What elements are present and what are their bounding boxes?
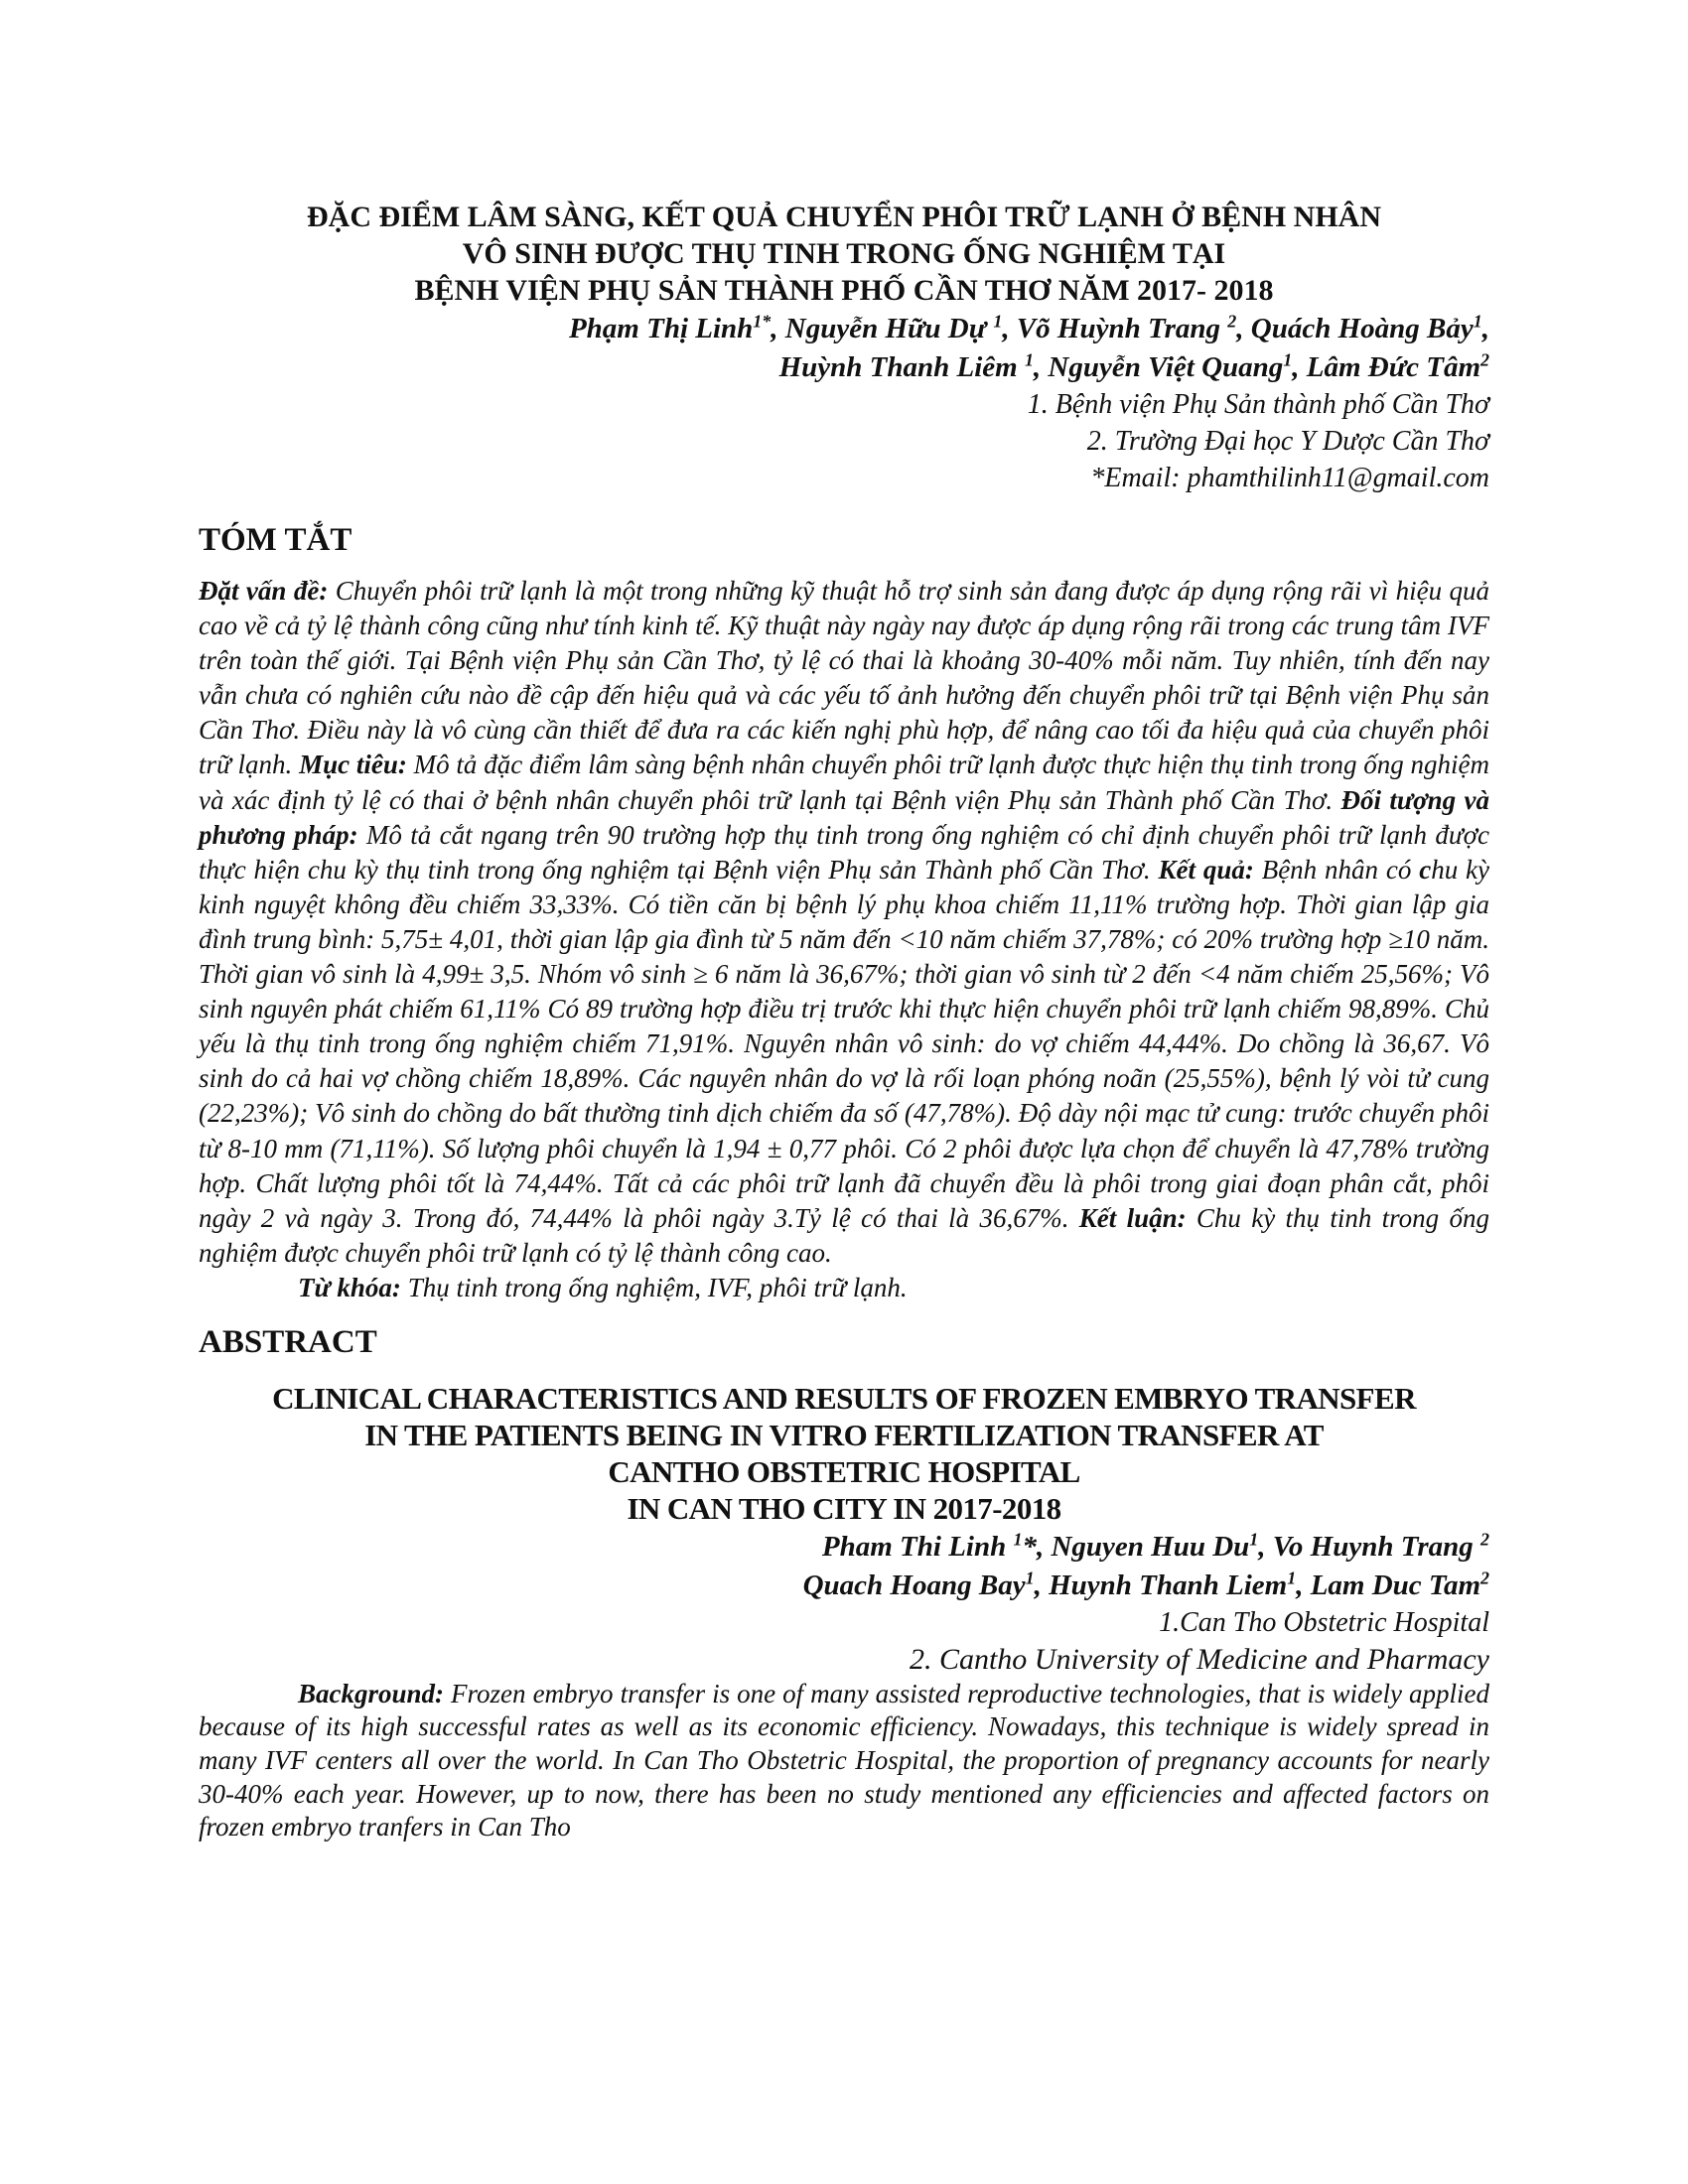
results-text: Bệnh nhân có [1253, 854, 1420, 885]
author-separator: , [1481, 313, 1489, 344]
title-line: IN CAN THO CITY IN 2017-2018 [627, 1490, 1061, 1526]
author-name: Lam Duc Tam [1310, 1569, 1481, 1601]
author-mark: 2 [1480, 1529, 1489, 1550]
author-mark: 1* [753, 311, 772, 332]
title-line: BỆNH VIỆN PHỤ SẢN THÀNH PHỐ CẦN THƠ NĂM 2017- 2018 [414, 274, 1274, 307]
author-mark: 1 [1024, 349, 1034, 370]
vietnamese-authors [199, 311, 1489, 386]
author-name: Lâm Đức Tâm [1306, 351, 1481, 383]
objective-label: Mục tiêu: [299, 750, 407, 780]
author-separator: , [771, 313, 785, 344]
author-separator: , [1292, 351, 1307, 383]
author-separator: , [1236, 313, 1251, 344]
author-mark: 1 [993, 311, 1003, 332]
results-bold-letter: c [1419, 854, 1432, 885]
affiliation: 2. Trường Đại học Y Dược Cần Thơ [1086, 426, 1489, 457]
affiliation: 2. Cantho University of Medicine and Pharmacy [909, 1642, 1489, 1676]
author-mark: 1 [1013, 1529, 1023, 1550]
author-mark: 1 [1025, 1568, 1035, 1588]
background-text: Chuyển phôi trữ lạnh là một trong những kỹ thuật hỗ trợ sinh sản đang được áp dụng rộng rãi vì hiệu quả cao về cả tỷ lệ thành công cũng như tính kinh tế. Kỹ thuật này ngày nay được áp dụng rộng rãi trong các trung tâm IVF trên toàn thế giới. Tại Bệnh viện Phụ sản Cần Thơ, tỷ lệ có thai là khoảng 30-40% mỗi năm. Tuy nhiên, tính đến nay vẫn chưa có nghiên cứu nào đề cập đến hiệu quả và các yếu tố ảnh hưởng đến chuyển phôi trữ tại Bệnh viện Phụ sản Cần Thơ. Điều này là vô cùng cần thiết để đưa ra các kiến nghị phù hợp, để nâng cao tối đa hiệu quả của chuyển phôi trữ lạnh. [199, 576, 1489, 780]
background-label: Background: [298, 1678, 445, 1708]
author-name: Vo Huynh Trang [1272, 1530, 1481, 1563]
author-separator: , [1258, 1530, 1273, 1563]
title-line: VÔ SINH ĐƯỢC THỤ TINH TRONG ỐNG NGHIỆM TẠI [462, 237, 1226, 270]
methods-text: Mô tả cắt ngang trên 90 trường hợp thụ tinh trong ống nghiệm có chỉ định chuyển phôi trữ lạnh được thực hiện chu kỳ thụ tinh trong ống nghiệm tại Bệnh viện Phụ sản Thành phố Cần Thơ. [199, 819, 1489, 885]
affiliation: 1.Can Tho Obstetric Hospital [1159, 1606, 1489, 1638]
keywords-text: Thụ tinh trong ống nghiệm, IVF, phôi trữ lạnh. [400, 1272, 908, 1302]
author-line [199, 349, 1489, 386]
author-name: Võ Huỳnh Trang [1016, 313, 1228, 344]
author-mark: 1 [1249, 1529, 1259, 1550]
author-name: Phạm Thị Linh [568, 313, 754, 344]
results-label: Kết quả: [1158, 854, 1254, 885]
author-mark: 2 [1480, 349, 1489, 370]
title-line: CANTHO OBSTETRIC HOSPITAL [608, 1453, 1080, 1489]
author-name: Nguyễn Việt Quang [1048, 351, 1284, 383]
author-name: Quách Hoàng Bảy [1250, 313, 1474, 344]
title-line: ĐẶC ĐIỂM LÂM SÀNG, KẾT QUẢ CHUYỂN PHÔI TRỮ LẠNH Ở BỆNH NHÂN [306, 201, 1382, 233]
author-mark: 1 [1473, 311, 1482, 332]
english-affiliations [199, 1604, 1489, 1678]
author-mark: 1 [1283, 349, 1293, 370]
email: *Email: phamthilinh11@gmail.com [1090, 463, 1489, 493]
author-name: Nguyễn Hữu Dự [784, 313, 994, 344]
author-mark: 2 [1480, 1568, 1489, 1588]
title-line: IN THE PATIENTS BEING IN VITRO FERTILIZATION TRANSFER AT [364, 1417, 1324, 1452]
paper-page [199, 199, 1489, 1844]
vietnamese-title [199, 199, 1489, 309]
objective-text: Mô tả đặc điểm lâm sàng bệnh nhân chuyển phôi trữ lạnh được thực hiện thụ tinh trong ống nghiệm và xác định tỷ lệ có thai ở bệnh nhân chuyển phôi trữ lạnh tại Bệnh viện Phụ sản Thành phố Cần Thơ. [199, 750, 1489, 815]
summary-heading: TÓM TẮT [199, 522, 352, 558]
author-line [199, 1568, 1489, 1604]
author-line [199, 311, 1489, 347]
author-separator: , [1033, 351, 1049, 383]
title-line: CLINICAL CHARACTERISTICS AND RESULTS OF FROZEN EMBRYO TRANSFER [272, 1380, 1416, 1416]
english-authors [199, 1529, 1489, 1604]
author-mark: 2 [1227, 311, 1237, 332]
author-name: Huynh Thanh Liem [1049, 1569, 1288, 1601]
conclusion-label: Kết luận: [1078, 1202, 1187, 1233]
keywords [199, 1271, 1489, 1304]
author-separator: , [1002, 313, 1017, 344]
vietnamese-summary [199, 574, 1489, 1271]
affiliation: 1. Bệnh viện Phụ Sản thành phố Cần Thơ [1027, 389, 1489, 420]
author-separator: *, [1022, 1530, 1052, 1563]
author-separator: , [1034, 1569, 1050, 1601]
author-name: Huỳnh Thanh Liêm [778, 351, 1025, 383]
author-name: Quach Hoang Bay [802, 1569, 1026, 1601]
author-mark: 1 [1287, 1568, 1297, 1588]
author-line [199, 1529, 1489, 1566]
author-name: Pham Thi Linh [821, 1530, 1014, 1563]
methods-label: Đối tượng và phương pháp: [199, 784, 1489, 850]
background-label: Đặt vấn đề: [199, 576, 329, 606]
keywords-label: Từ khóa: [298, 1272, 401, 1302]
english-background [199, 1678, 1489, 1844]
background-text: Frozen embryo transfer is one of many assisted reproductive technologies, that is widely applied because of its high successful rates as well as its economic efficiency. Nowadays, this technique is widely spread in many IVF centers all over the world. In Can Tho Obstetric Hospital, the proportion of pregnancy accounts for nearly 30-40% each year. However, up to now, there has been no study mentioned any efficiencies and affected factors on frozen embryo tranfers in Can Tho [199, 1678, 1489, 1843]
vietnamese-affiliations [199, 386, 1489, 496]
author-separator: , [1296, 1569, 1311, 1601]
conclusion-text: Chu kỳ thụ tinh trong ống nghiệm được chuyển phôi trữ lạnh có tỷ lệ thành công cao. [199, 1202, 1489, 1268]
abstract-heading: ABSTRACT [199, 1323, 377, 1360]
results-text-continued: hu kỳ kinh nguyệt không đều chiếm 33,33%. Có tiền căn bị bệnh lý phụ khoa chiếm 11,11% trường hợp. Thời gian lập gia đình trung bình: 5,75± 4,01, thời gian lập gia đình từ 5 năm đến <10 năm chiếm 37,78%; có 20% trường hợp ≥10 năm. Thời gian vô sinh là 4,99± 3,5. Nhóm vô sinh ≥ 6 năm là 36,67%; thời gian vô sinh từ 2 đến <4 năm chiếm 25,56%; Vô sinh nguyên phát chiếm 61,11% Có 89 trường hợp điều trị trước khi thực hiện chuyển phôi trữ lạnh chiếm 98,89%. Chủ yếu là thụ tinh trong ống nghiệm chiếm 71,91%. Nguyên nhân vô sinh: do vợ chiếm 44,44%. Do chồng là 36,67. Vô sinh do cả hai vợ chồng chiếm 18,89%. Các nguyên nhân do vợ là rối loạn phóng noãn (25,55%), bệnh lý vòi tử cung (22,23%); Vô sinh do chồng do bất thường tinh dịch chiếm đa số (47,78%). Độ dày nội mạc tử cung: trước chuyển phôi từ 8-10 mm (71,11%). Số lượng phôi chuyển là 1,94 ± 0,77 phôi. Có 2 phôi được lựa chọn để chuyển là 47,78% trường hợp. Chất lượng phôi tốt là 74,44%. Tất cả các phôi trữ lạnh đã chuyển đều là phôi trong giai đoạn phân cắt, phôi ngày 2 và ngày 3. Trong đó, 74,44% là phôi ngày 3.Tỷ lệ có thai là 36,67%. [199, 854, 1489, 1233]
author-name: Nguyen Huu Du [1051, 1530, 1250, 1563]
english-title [199, 1380, 1489, 1527]
